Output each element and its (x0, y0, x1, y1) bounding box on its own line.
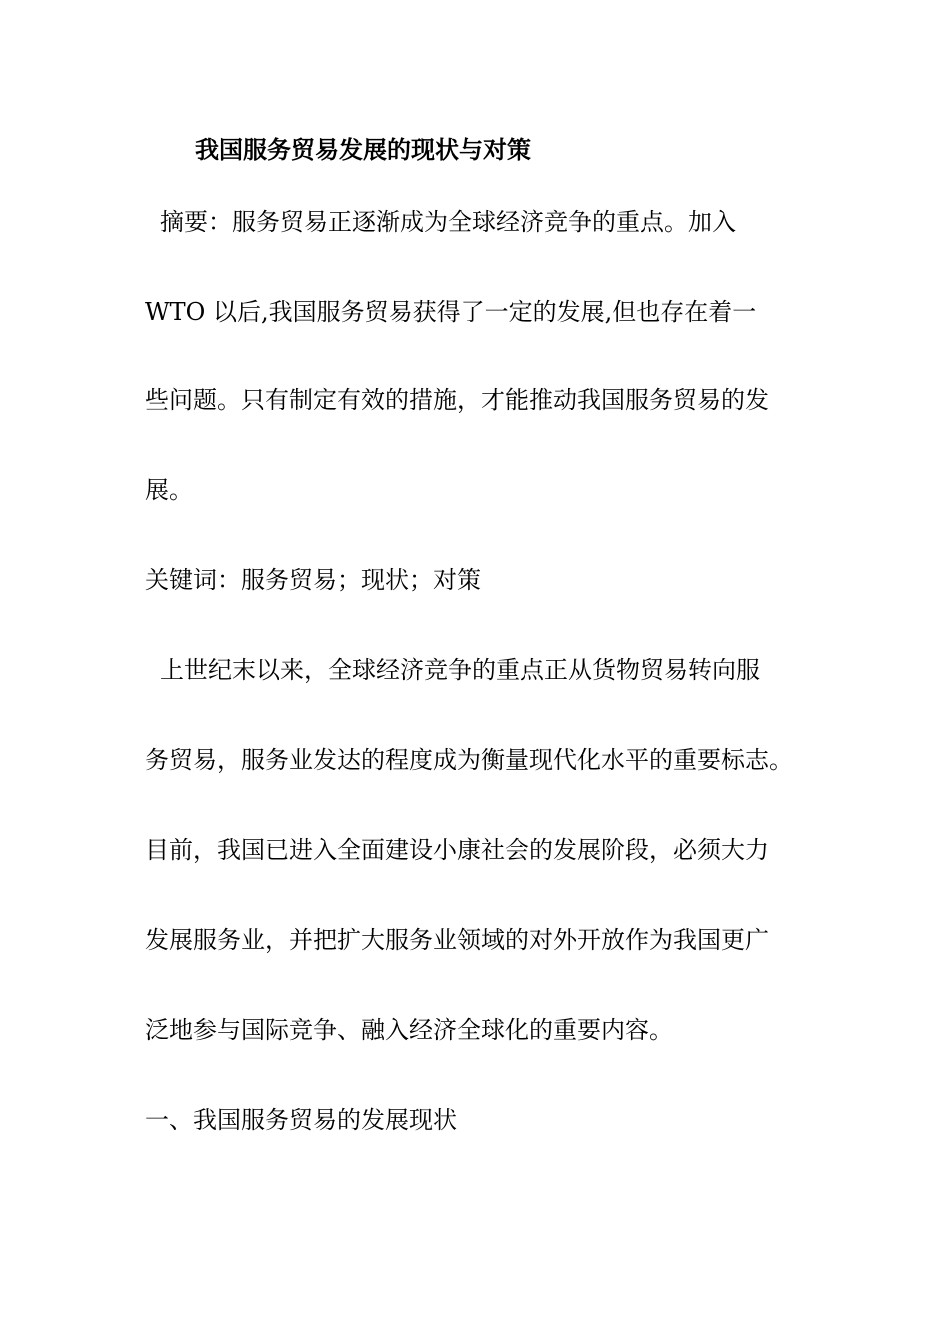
abstract-line-4: 展。 (145, 476, 193, 504)
abstract-line-3: 些问题。只有制定有效的措施，才能推动我国服务贸易的发 (145, 386, 769, 414)
document-title: 我国服务贸易发展的现状与对策 (195, 135, 531, 164)
keywords-line: 关键词：服务贸易；现状；对策 (145, 566, 481, 594)
intro-line-5: 泛地参与国际竞争、融入经济全球化的重要内容。 (145, 1016, 673, 1044)
intro-line-4: 发展服务业，并把扩大服务业领域的对外开放作为我国更广 (145, 926, 769, 954)
intro-line-2: 务贸易，服务业发达的程度成为衡量现代化水平的重要标志。 (145, 746, 793, 774)
intro-line-3: 目前，我国已进入全面建设小康社会的发展阶段，必须大力 (145, 836, 769, 864)
abstract-line-1: 摘要：服务贸易正逐渐成为全球经济竞争的重点。加入 (160, 208, 736, 236)
intro-line-1: 上世纪末以来，全球经济竞争的重点正从货物贸易转向服 (160, 656, 760, 684)
abstract-line-2: WTO 以后,我国服务贸易获得了一定的发展,但也存在着一 (145, 298, 757, 326)
section-heading: 一、我国服务贸易的发展现状 (145, 1106, 457, 1134)
